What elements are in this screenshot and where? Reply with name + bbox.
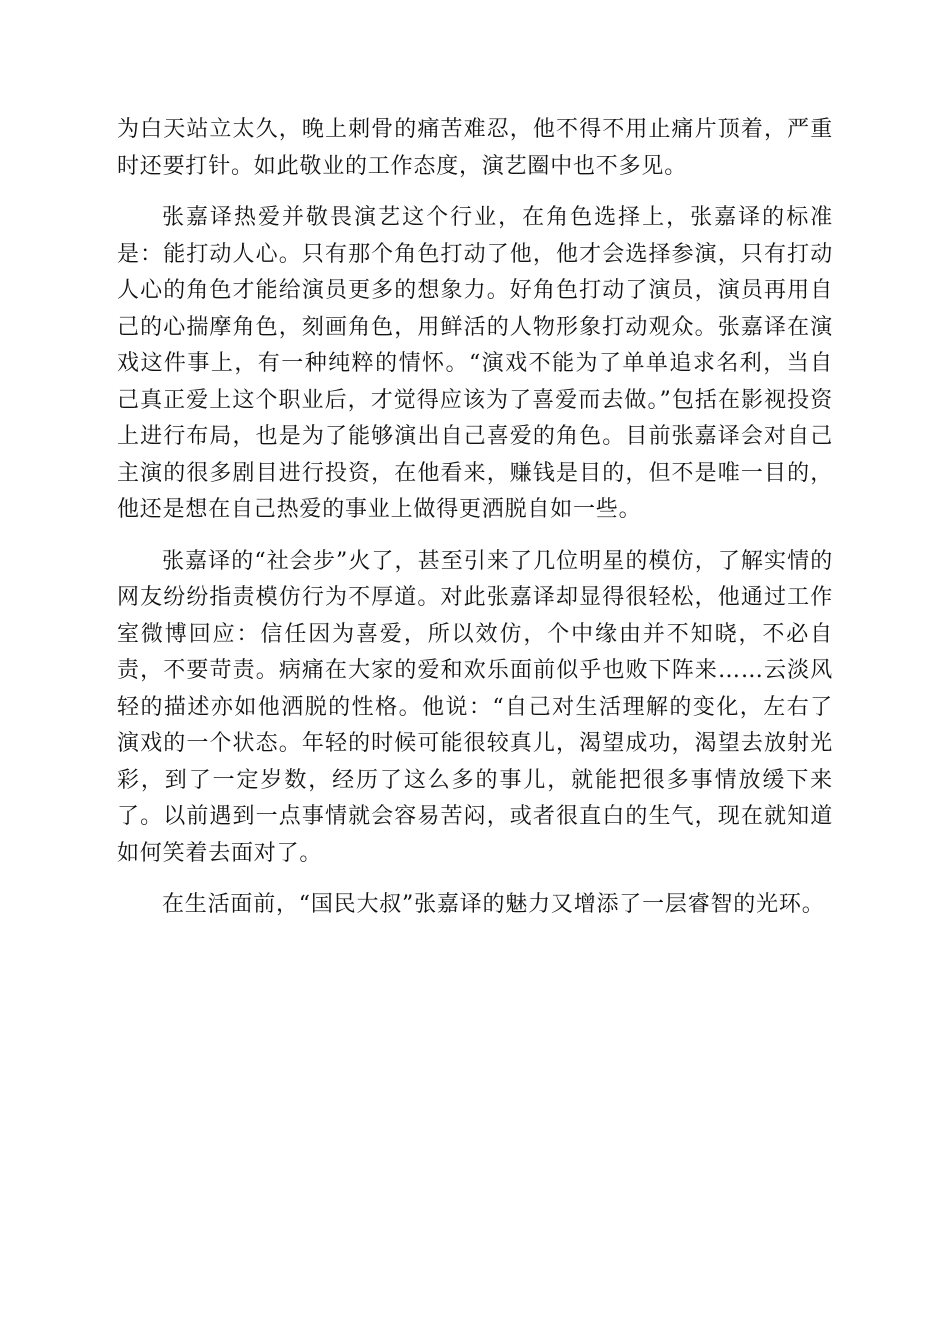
document-page <box>117 112 833 939</box>
paragraph-social-step: 张嘉译的“社会步”火了，甚至引来了几位明星的模仿，了解实情的网友纷纷指责模仿行为不厚道。对此张嘉译却显得很轻松，他通过工作室微博回应：信任因为喜爱，所以效仿，个中缘由并不知晓，不必自责，不要苛责。病痛在大家的爱和欢乐面前似乎也败下阵来……云淡风轻的描述亦如他洒脱的性格。他说：“自己对生活理解的变化，左右了演戏的一个状态。年轻的时候可能很较真儿，渴望成功，渴望去放射光彩，到了一定岁数，经历了这么多的事儿，就能把很多事情放缓下来了。以前遇到一点事情就会容易苦闷，或者很直白的生气，现在就知道如何笑着去面对了。 <box>117 548 833 866</box>
paragraph-acting-passion: 张嘉译热爱并敬畏演艺这个行业，在角色选择上，张嘉译的标准是：能打动人心。只有那个角色打动了他，他才会选择参演，只有打动人心的角色才能给演员更多的想象力。好角色打动了演员，演员再用自己的心揣摩角色，刻画角色，用鲜活的人物形象打动观众。张嘉译在演戏这件事上，有一种纯粹的情怀。“演戏不能为了单单追求名利，当自己真正爱上这个职业后，才觉得应该为了喜爱而去做。”包括在影视投资上进行布局，也是为了能够演出自己喜爱的角色。目前张嘉译会对自己主演的很多剧目进行投资，在他看来，赚钱是目的，但不是唯一目的，他还是想在自己热爱的事业上做得更洒脱自如一些。 <box>117 205 833 522</box>
paragraph-continued: 为白天站立太久，晚上刺骨的痛苦难忍，他不得不用止痛片顶着，严重时还要打针。如此敬业的工作态度，演艺圈中也不多见。 <box>117 117 833 179</box>
paragraph-conclusion: 在生活面前，“国民大叔”张嘉译的魅力又增添了一层睿智的光环。 <box>162 892 825 917</box>
